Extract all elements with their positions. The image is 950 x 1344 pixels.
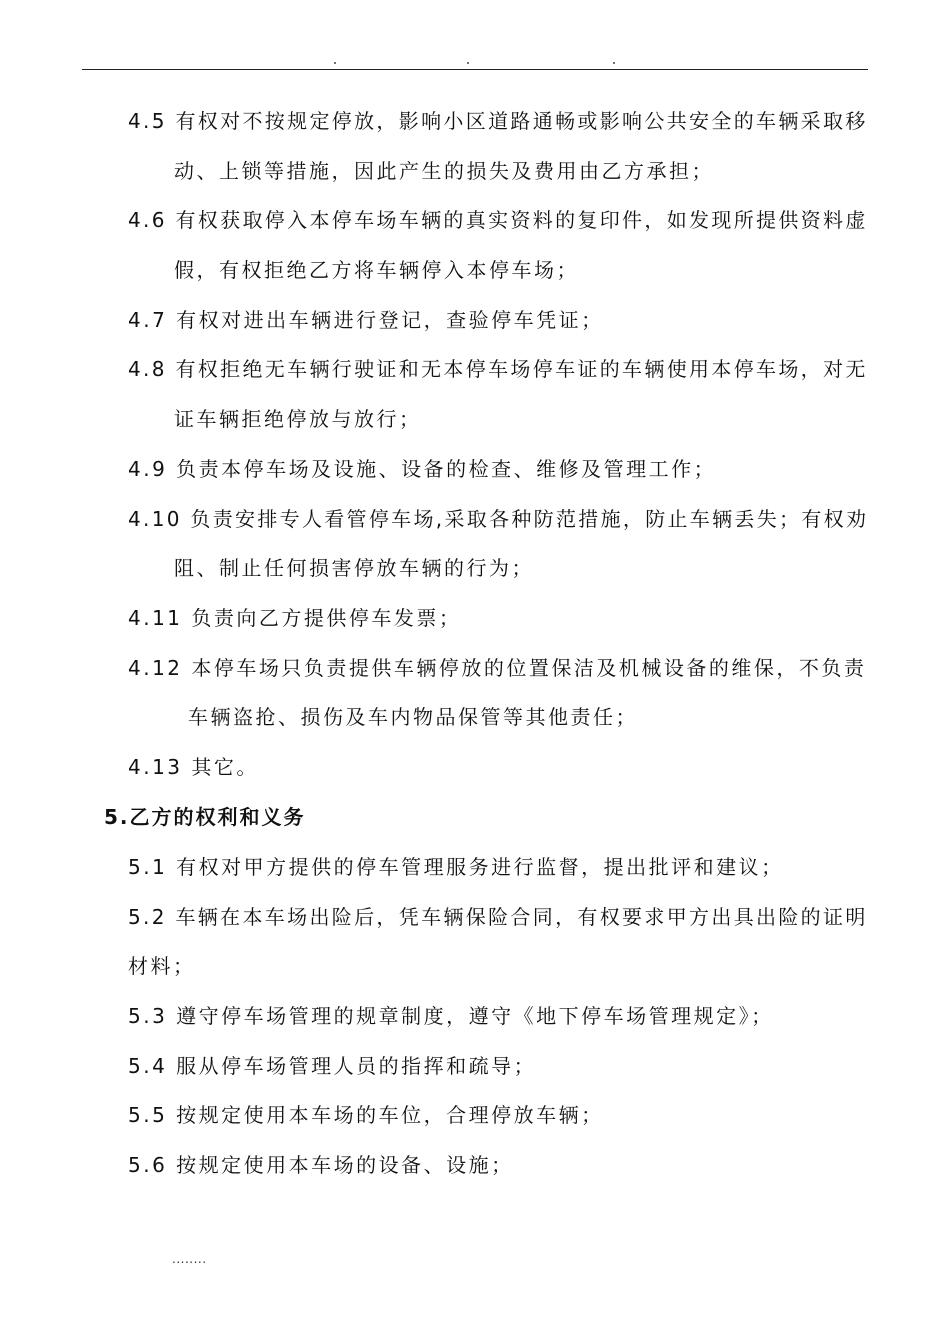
clause-4-5: 4.5 有权对不按规定停放，影响小区道路通畅或影响公共安全的车辆采取移 <box>128 109 868 133</box>
clause-4-7: 4.7 有权对进出车辆进行登记，查验停车凭证； <box>128 308 604 332</box>
clause-5-5: 5.5 按规定使用本车场的车位，合理停放车辆； <box>128 1103 604 1127</box>
clause-4-6: 4.6 有权获取停入本停车场车辆的真实资料的复印件，如发现所提供资料虚 <box>128 208 868 232</box>
header-dot <box>613 62 615 64</box>
clause-5-6: 5.6 按规定使用本车场的设备、设施； <box>128 1153 514 1177</box>
clause-4-12: 4.12 本停车场只负责提供车辆停放的位置保洁及机械设备的维保，不负责 <box>128 656 867 680</box>
clause-5-2: 5.2 车辆在本车场出险后，凭车辆保险合同，有权要求甲方出具出险的证明 <box>128 905 868 929</box>
header-dot <box>467 62 469 64</box>
clause-4-13: 4.13 其它。 <box>128 755 259 779</box>
clause-4-11: 4.11 负责向乙方提供停车发票； <box>128 606 462 630</box>
clause-4-12-cont: 车辆盗抢、损伤及车内物品保管等其他责任； <box>188 705 638 729</box>
header-dot <box>334 62 336 64</box>
clause-4-10: 4.10 负责安排专人看管停车场,采取各种防范措施，防止车辆丢失；有权劝 <box>128 507 869 531</box>
clause-5-4: 5.4 服从停车场管理人员的指挥和疏导； <box>128 1054 537 1078</box>
clause-4-8: 4.8 有权拒绝无车辆行驶证和无本停车场停车证的车辆使用本停车场，对无 <box>128 357 868 381</box>
clause-4-8-cont: 证车辆拒绝停放与放行； <box>174 407 422 431</box>
clause-5-2-cont: 材料； <box>128 954 196 978</box>
header-rule <box>82 69 868 70</box>
clause-4-5-cont: 动、上锁等措施，因此产生的损失及费用由乙方承担； <box>174 159 714 183</box>
clause-5-1: 5.1 有权对甲方提供的停车管理服务进行监督，提出批评和建议； <box>128 855 784 879</box>
section-heading-5: 5.乙方的权利和义务 <box>104 805 306 829</box>
clause-5-3: 5.3 遵守停车场管理的规章制度，遵守《地下停车场管理规定》； <box>128 1004 774 1028</box>
clause-4-6-cont: 假，有权拒绝乙方将车辆停入本停车场； <box>174 258 579 282</box>
footer-dots: ........ <box>172 1252 207 1266</box>
clause-4-9: 4.9 负责本停车场及设施、设备的检查、维修及管理工作； <box>128 457 717 481</box>
clause-4-10-cont: 阻、制止任何损害停放车辆的行为； <box>174 556 534 580</box>
